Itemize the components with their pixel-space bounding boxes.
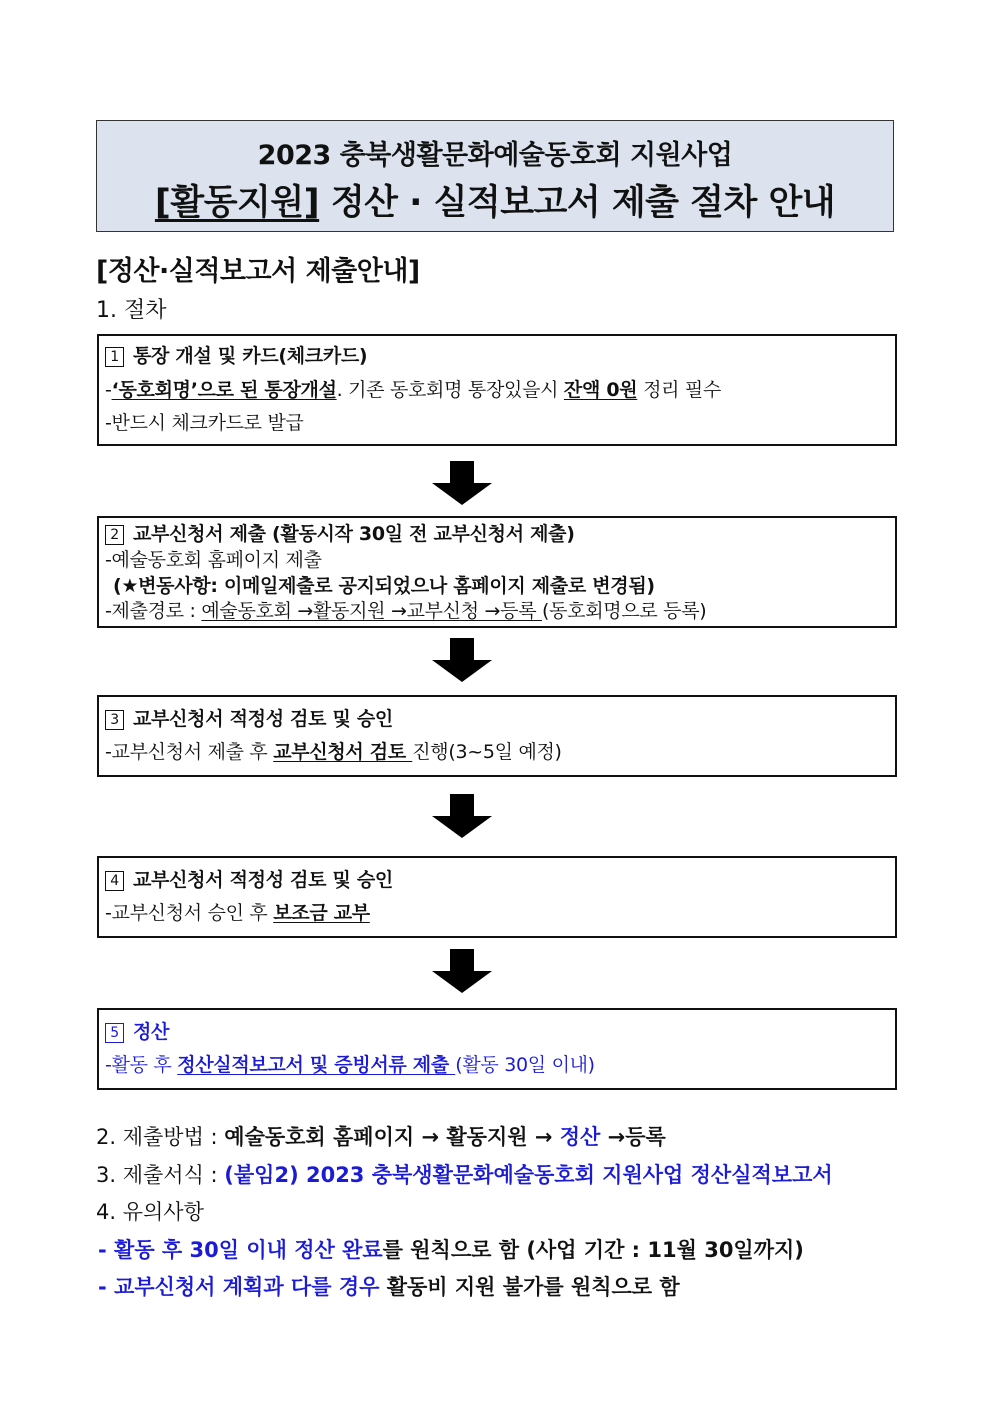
- title-line2-rest: 정산 · 실적보고서 제출 절차 안내: [319, 183, 836, 223]
- step-2-route-label: -제출경로 :: [105, 600, 202, 622]
- step-1-line1: [105, 378, 721, 402]
- step-3-box: [97, 695, 897, 777]
- section4-label: 4. 유의사항: [96, 1200, 204, 1224]
- title-line2: [97, 175, 893, 225]
- step-3-duration: 진행(3~5일 예정): [412, 741, 562, 763]
- step-1-balance: 잔액 0원: [563, 379, 638, 401]
- step-5-settlement: 정산실적보고서 및 증빙서류 제출: [177, 1054, 456, 1076]
- step-1-text: . 기존 동호회명 통장있을시: [336, 379, 564, 401]
- section3-line: [96, 1161, 833, 1189]
- step-2-line1: -예술동호회 홈페이지 제출: [105, 549, 322, 571]
- section3-label: 3. 제출서식 :: [96, 1163, 225, 1187]
- section4-note1-text: 를 원칙으로 함 (사업 기간 : 11월 30일까지): [382, 1238, 804, 1262]
- step-2-notice: (★변동사항: 이메일제출로 공지되었으나 홈페이지 제출로 변경됨): [113, 575, 655, 597]
- step-2-route-note: (동호회명으로 등록): [542, 600, 707, 622]
- title-line1: 2023 충북생활문화예술동호회 지원사업: [257, 140, 733, 171]
- step-5-title: 정산: [133, 1021, 170, 1043]
- step-2-number: 2: [105, 525, 124, 545]
- down-arrow-icon: [432, 461, 492, 507]
- step-2-title-line: [105, 522, 575, 546]
- step-3-review: 교부신청서 검토: [273, 741, 413, 763]
- title-box: [96, 120, 894, 232]
- down-arrow-icon: [432, 638, 492, 684]
- step-1-box: [97, 334, 897, 446]
- step-3-number: 3: [105, 710, 124, 730]
- step-3-text: -교부신청서 제출 후: [105, 741, 274, 763]
- step-4-subsidy: 보조금 교부: [273, 902, 370, 924]
- section4-note2: [98, 1273, 680, 1301]
- down-arrow-icon: [432, 949, 492, 995]
- step-5-line1: [105, 1053, 595, 1077]
- section2-path: 예술동호회 홈페이지 → 활동지원 →: [224, 1125, 560, 1149]
- section2-line: [96, 1123, 666, 1151]
- section-heading: [정산·실적보고서 제출안내]: [96, 256, 420, 287]
- step-5-deadline: (활동 30일 이내): [455, 1054, 595, 1076]
- step-2-box: [97, 516, 897, 628]
- section1-label: 1. 절차: [96, 298, 167, 323]
- section4-note2-text: 활동비 지원 불가를 원칙으로 함: [379, 1275, 680, 1299]
- step-3-title-line: [105, 707, 393, 731]
- section4-note1: [98, 1236, 804, 1264]
- step-3-line1: [105, 740, 562, 764]
- section2-register: →등록: [600, 1125, 666, 1149]
- step-4-title-line: [105, 868, 393, 892]
- section2-label: 2. 제출방법 :: [96, 1125, 225, 1149]
- step-4-text: -교부신청서 승인 후: [105, 902, 274, 924]
- section2-settlement: 정산: [559, 1125, 601, 1149]
- step-4-line1: [105, 901, 370, 925]
- step-4-box: [97, 856, 897, 938]
- step-5-text: -활동 후: [105, 1054, 178, 1076]
- step-1-title: 통장 개설 및 카드(체크카드): [133, 345, 368, 367]
- step-5-title-line: [105, 1020, 169, 1044]
- title-line2-bracket: [활동지원]: [154, 183, 320, 223]
- step-1-line2: -반드시 체크카드로 발급: [105, 412, 304, 434]
- step-1-text-end: 정리 필수: [637, 379, 722, 401]
- section4-note2-highlight: - 교부신청서 계획과 다를 경우: [98, 1275, 380, 1299]
- step-5-box: [97, 1008, 897, 1090]
- step-4-title: 교부신청서 적정성 검토 및 승인: [133, 869, 393, 891]
- section4-note1-highlight: - 활동 후 30일 이내 정산 완료: [98, 1238, 383, 1262]
- section3-form: (붙임2) 2023 충북생활문화예술동호회 지원사업 정산실적보고서: [224, 1163, 833, 1187]
- step-1-number: 1: [105, 347, 124, 367]
- step-4-number: 4: [105, 871, 124, 891]
- step-2-line3: [105, 599, 706, 623]
- step-2-title: 교부신청서 제출 (활동시작 30일 전 교부신청서 제출): [133, 523, 575, 545]
- step-1-dash: -: [105, 379, 112, 401]
- step-3-title: 교부신청서 적정성 검토 및 승인: [133, 708, 393, 730]
- step-5-number: 5: [105, 1023, 124, 1043]
- down-arrow-icon: [432, 794, 492, 840]
- step-1-account-name: ‘동호회명’으로 된 통장개설: [111, 379, 337, 401]
- step-2-route: 예술동호회 →활동지원 →교부신청 →등록: [201, 600, 542, 622]
- step-1-title-line: [105, 344, 367, 368]
